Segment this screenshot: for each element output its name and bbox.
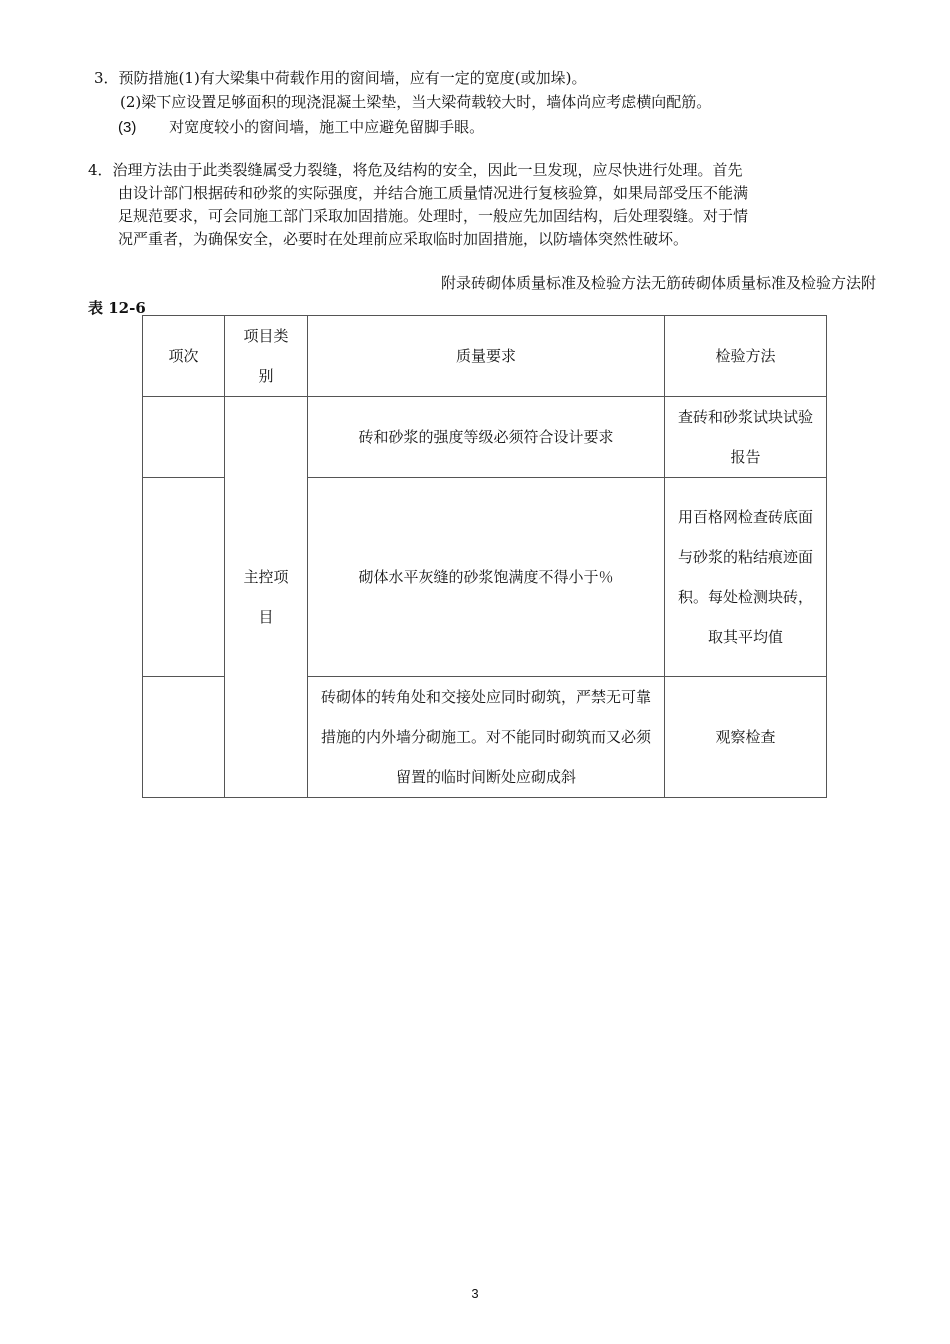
table-row [143,397,827,478]
header-requirement: 质量要求 [308,316,665,397]
table-header-row [143,316,827,397]
paragraph3-line3 [118,117,484,138]
paragraph4-line4: 况严重者，为确保安全，必要时在处理前应采取临时加固措施，以防墙体突然性破坏。 [118,230,689,248]
paragraph3-line2: (2)梁下应设置足够面积的现浇混凝土梁垫，当大梁荷载较大时，墙体尚应考虑横向配筋。 [120,93,712,111]
header-method: 检验方法 [665,316,827,397]
row-item-no [143,478,225,677]
row-method: 观察检查 [665,677,827,798]
paragraph3-line3-num: (3) [118,119,137,136]
quality-table [142,315,827,798]
row-item-no [143,397,225,478]
header-item-no: 项次 [143,316,225,397]
row-requirement: 砌体水平灰缝的砂浆饱满度不得小于％ [308,478,665,677]
row-method: 用百格网检查砖底面与砂浆的粘结痕迹面积。每处检测块砖，取其平均值 [665,478,827,677]
paragraph3-line1: 3．预防措施(1)有大梁集中荷载作用的窗间墙，应有一定的宽度(或加垛)。 [94,69,587,87]
paragraph4-line1-text: 治理方法由于此类裂缝属受力裂缝，将危及结构的安全，因此一旦发现，应尽快进行处理。首先 [112,161,743,179]
category-cell: 主控项目 [225,397,308,798]
header-category: 项目类别 [225,316,308,397]
row-requirement: 砖砌体的转角处和交接处应同时砌筑，严禁无可靠措施的内外墙分砌施工。对不能同时砌筑而又必须留置的临时间断处应砌成斜 [308,677,665,798]
row-item-no [143,677,225,798]
table-number: 表 12-6 [88,299,146,317]
paragraph4-num: 4． [88,161,113,179]
table-title: 附录砖砌体质量标准及检验方法无筋砖砌体质量标准及检验方法附 [440,274,876,292]
paragraph4-line1 [88,160,743,180]
row-method: 查砖和砂浆试块试验报告 [665,397,827,478]
paragraph4-line3: 足规范要求，可会同施工部门采取加固措施。处理时，一般应先加固结构，后处理裂缝。对于情 [118,207,749,225]
paragraph3-line3-text: 对宽度较小的窗间墙，施工中应避免留脚手眼。 [169,118,485,136]
row-requirement: 砖和砂浆的强度等级必须符合设计要求 [308,397,665,478]
paragraph4-line2: 由设计部门根据砖和砂浆的实际强度，并结合施工质量情况进行复核验算，如果局部受压不能满 [118,184,749,202]
page-number: 3 [471,1286,479,1301]
